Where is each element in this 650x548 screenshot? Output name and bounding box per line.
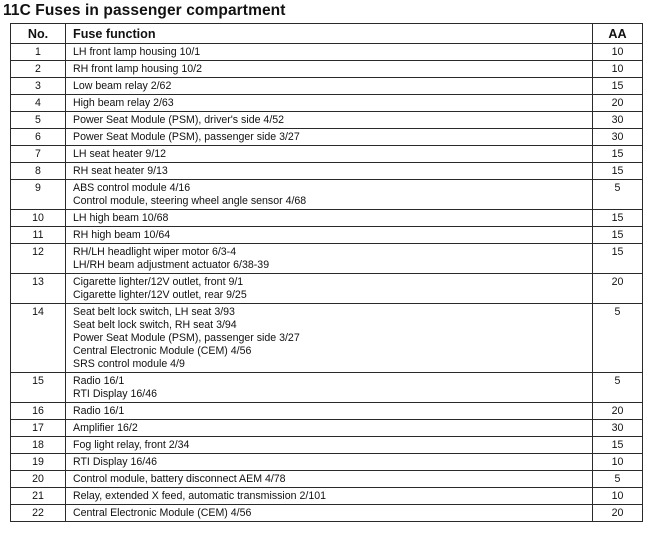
fuse-function [66,44,593,61]
fuse-function [66,227,593,244]
fuse-function [66,274,593,304]
fuse-function [66,420,593,437]
fuse-amperage: 10 [593,454,643,471]
fuse-amperage: 5 [593,180,643,210]
fuse-function [66,146,593,163]
fuse-number: 15 [11,373,66,403]
fuse-function-line: Seat belt lock switch, LH seat 3/93 [73,306,235,318]
fuse-function [66,210,593,227]
fuse-function-line: Amplifier 16/2 [73,422,138,434]
fuse-amperage: 20 [593,95,643,112]
table-row [11,146,643,163]
fuse-amperage: 30 [593,129,643,146]
fuse-function-line: LH/RH beam adjustment actuator 6/38-39 [73,258,270,271]
fuse-function-line: RH seat heater 9/13 [73,165,168,177]
fuse-number: 16 [11,403,66,420]
fuse-number: 18 [11,437,66,454]
fuse-rows [11,44,643,522]
fuse-function [66,163,593,180]
fuse-function-line: Central Electronic Module (CEM) 4/56 [73,344,252,357]
fuse-function-line: High beam relay 2/63 [73,97,174,109]
page-title: 11C Fuses in passenger compartment [3,2,286,19]
fuse-function-line: Relay, extended X feed, automatic transmission 2/101 [73,490,327,502]
fuse-number: 14 [11,304,66,373]
fuse-function [66,112,593,129]
fuse-amperage: 15 [593,437,643,454]
fuse-number: 19 [11,454,66,471]
table-row [11,488,643,505]
fuse-amperage: 5 [593,471,643,488]
fuse-function-line: Central Electronic Module (CEM) 4/56 [73,507,252,519]
fuse-function [66,95,593,112]
table-row [11,61,643,78]
fuse-number: 21 [11,488,66,505]
fuse-amperage: 20 [593,403,643,420]
fuse-function-line: RH front lamp housing 10/2 [73,63,202,75]
fuse-table [10,23,643,522]
fuse-number: 3 [11,78,66,95]
table-row [11,403,643,420]
fuse-function-line: LH high beam 10/68 [73,212,169,224]
fuse-amperage: 15 [593,210,643,227]
fuse-function-line: SRS control module 4/9 [73,357,185,370]
header-number: No. [11,24,66,44]
fuse-amperage: 5 [593,373,643,403]
table-row [11,373,643,403]
fuse-function-line: RH/LH headlight wiper motor 6/3-4 [73,246,237,258]
table-row [11,163,643,180]
fuse-number: 5 [11,112,66,129]
table-row [11,44,643,61]
fuse-amperage: 10 [593,488,643,505]
table-row [11,129,643,146]
fuse-amperage: 15 [593,146,643,163]
fuse-function [66,304,593,373]
fuse-amperage: 30 [593,420,643,437]
fuse-number: 22 [11,505,66,522]
fuse-function-line: LH front lamp housing 10/1 [73,46,201,58]
fuse-function [66,437,593,454]
table-row [11,471,643,488]
header-amperage: AA [593,24,643,44]
header-fuse-function: Fuse function [66,24,593,44]
fuse-function-line: Control module, steering wheel angle sensor 4/68 [73,194,307,207]
table-row [11,304,643,373]
fuse-amperage: 15 [593,163,643,180]
fuse-function-line: Power Seat Module (PSM), passenger side 3/27 [73,331,300,344]
fuse-number: 17 [11,420,66,437]
fuse-function-line: ABS control module 4/16 [73,182,191,194]
fuse-number: 6 [11,129,66,146]
fuse-function-line: RTI Display 16/46 [73,387,158,400]
table-row [11,95,643,112]
fuse-amperage: 10 [593,44,643,61]
table-row [11,244,643,274]
fuse-amperage: 5 [593,304,643,373]
fuse-function-line: Low beam relay 2/62 [73,80,172,92]
fuse-function-line: Seat belt lock switch, RH seat 3/94 [73,318,237,331]
fuse-amperage: 15 [593,244,643,274]
fuse-function [66,454,593,471]
fuse-number: 12 [11,244,66,274]
fuse-amperage: 20 [593,505,643,522]
table-row [11,437,643,454]
fuse-function-line: RH high beam 10/64 [73,229,171,241]
fuse-function [66,403,593,420]
fuse-number: 1 [11,44,66,61]
fuse-function [66,180,593,210]
fuse-function-line: RTI Display 16/46 [73,456,158,468]
fuse-function [66,488,593,505]
table-header-row [11,24,643,44]
table-row [11,454,643,471]
fuse-amperage: 20 [593,274,643,304]
fuse-number: 11 [11,227,66,244]
table-row [11,210,643,227]
table-row [11,78,643,95]
fuse-function [66,61,593,78]
fuse-amperage: 15 [593,227,643,244]
fuse-function [66,244,593,274]
fuse-number: 8 [11,163,66,180]
fuse-number: 4 [11,95,66,112]
fuse-function [66,78,593,95]
table-row [11,420,643,437]
fuse-amperage: 10 [593,61,643,78]
fuse-number: 2 [11,61,66,78]
fuse-function-line: Power Seat Module (PSM), driver's side 4/52 [73,114,285,126]
fuse-number: 10 [11,210,66,227]
fuse-function [66,505,593,522]
table-row [11,227,643,244]
fuse-number: 20 [11,471,66,488]
table-row [11,505,643,522]
fuse-function-line: Radio 16/1 [73,375,125,387]
fuse-amperage: 15 [593,78,643,95]
fuse-function [66,471,593,488]
fuse-function-line: Cigarette lighter/12V outlet, rear 9/25 [73,288,247,301]
fuse-function-line: LH seat heater 9/12 [73,148,167,160]
fuse-function-line: Cigarette lighter/12V outlet, front 9/1 [73,276,244,288]
fuse-number: 7 [11,146,66,163]
table-row [11,274,643,304]
fuse-number: 13 [11,274,66,304]
fuse-function-line: Radio 16/1 [73,405,125,417]
table-row [11,180,643,210]
fuse-function-line: Control module, battery disconnect AEM 4/78 [73,473,286,485]
table-row [11,112,643,129]
fuse-function-line: Fog light relay, front 2/34 [73,439,190,451]
fuse-function [66,373,593,403]
fuse-number: 9 [11,180,66,210]
fuse-function [66,129,593,146]
fuse-function-line: Power Seat Module (PSM), passenger side 3/27 [73,131,300,143]
fuse-amperage: 30 [593,112,643,129]
